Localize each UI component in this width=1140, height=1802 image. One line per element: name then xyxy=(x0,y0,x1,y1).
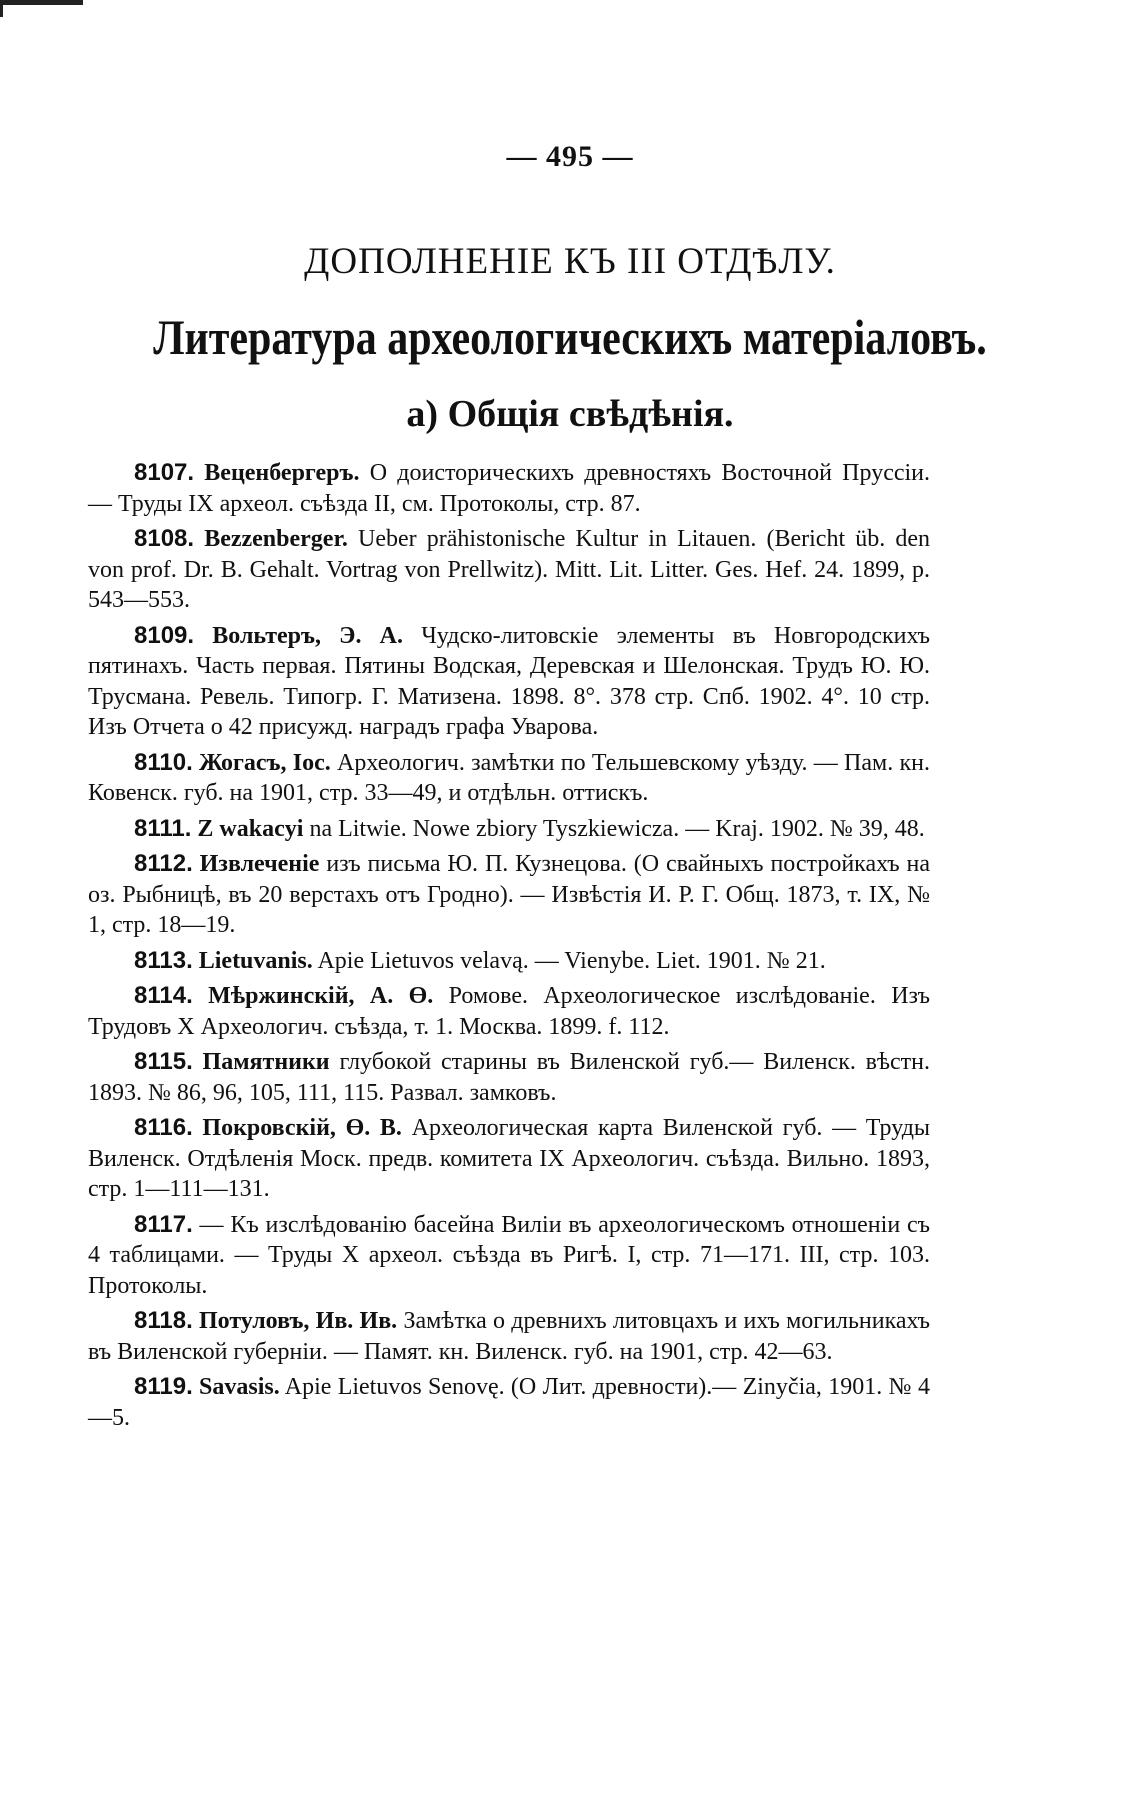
entry-number: 8112. xyxy=(134,850,193,877)
entry-author: Веценбергеръ. xyxy=(204,460,360,486)
bibliography-entry-8116 xyxy=(88,1113,930,1205)
entry-author: Жогасъ, Іос. xyxy=(199,749,331,776)
entry-author: Мѣржинскій, А. Ө. xyxy=(208,983,434,1009)
entry-number: 8109. xyxy=(134,621,195,649)
entry-text: Археологич. замѣтки по Тельшевскому уѣзду. — Пам. кн. Ковенск. губ. на 1901, стр. 33—49, и отдѣльн. оттискъ. xyxy=(88,749,931,806)
page-number: — 495 — xyxy=(506,140,634,173)
entry-text: Замѣтка о древнихъ литовцахъ и ихъ могильникахъ въ Виленской губерніи. — Памят. кн. Виленск. губ. на 1901, стр. 42—63. xyxy=(88,1308,931,1365)
bibliography-entry-8119 xyxy=(88,1372,930,1433)
main-title: Литература археологическихъ матеріаловъ. xyxy=(153,309,987,365)
entry-number: 8117. xyxy=(134,1210,193,1238)
entry-text: Чудско-литовскіе элементы въ Новгородскихъ пятинахъ. Часть первая. Пятины Водская, Деревская и Шелонская. Трудъ Ю. Ю. Трусмана. Ревель. Типогр. Г. Матизена. 1898. 8°. 378 стр. Спб. 1902. 4°. 10 стр. Изъ Отчета о 42 присужд. наградъ графа Уварова. xyxy=(88,622,931,740)
bibliography-entry-8111 xyxy=(88,814,930,845)
entry-text: изъ письма Ю. П. Кузнецова. (О свайныхъ постройкахъ на оз. Рыбницѣ, въ 20 верстахъ отъ Гродно). — Извѣстія И. Р. Г. Общ. 1873, т. IX, № 1, стр. 18—19. xyxy=(88,851,931,938)
entry-text: Археологическая карта Виленской губ. — Труды Виленск. Отдѣленія Моск. предв. комитета IX Археологич. съѣзда. Вильно. 1893, стр. 1—111—131. xyxy=(88,1115,931,1202)
entry-number: 8111. xyxy=(134,814,192,842)
entry-number: 8118. xyxy=(134,1307,193,1334)
entry-author: Извлеченіе xyxy=(199,851,320,877)
bibliography-entry-8109 xyxy=(88,621,930,743)
entry-author: Z wakacyi xyxy=(197,815,304,842)
bibliography-entry-8112 xyxy=(88,849,930,941)
bibliography-entry-8107 xyxy=(88,458,930,519)
entry-author: Bezzenberger. xyxy=(204,526,348,552)
bibliography-entry-8113 xyxy=(88,946,930,977)
entry-number: 8115. xyxy=(134,1048,193,1075)
supplement-title: ДОПОЛНЕНІЕ КЪ III ОТДѢЛУ. xyxy=(304,241,836,282)
entry-text: na Litwie. Nowe zbiory Tyszkiewicza. — Kraj. 1902. № 39, 48. xyxy=(309,815,925,842)
entry-number: 8116. xyxy=(134,1114,193,1141)
entry-text: Ромове. Археологическое изслѣдованіе. Изъ Трудовъ X Археологич. съѣзда, т. 1. Москва. 1899. f. 112. xyxy=(88,983,931,1040)
entry-text: Apie Lietuvos velavą. — Vienybe. Liet. 1901. № 21. xyxy=(317,947,826,974)
bibliography-entry-8114 xyxy=(88,981,930,1042)
entry-text: глубокой старины въ Виленской губ.— Виленск. вѣстн. 1893. № 86, 96, 105, 111, 115. Развал. замковъ. xyxy=(88,1049,931,1106)
entry-number: 8108. xyxy=(134,525,195,552)
entry-number: 8107. xyxy=(134,459,195,486)
scan-corner-mark xyxy=(0,0,83,17)
entry-author: Памятники xyxy=(202,1049,330,1075)
bibliography-entry-8117 xyxy=(88,1210,930,1302)
entry-number: 8113. xyxy=(134,946,193,974)
entry-text: Apie Lietuvos Senovę. (О Лит. древности).— Zinyčia, 1901. № 4—5. xyxy=(88,1374,931,1431)
entry-text: — Къ изслѣдованію басейна Виліи въ археологическомъ отношеніи съ 4 таблицами. — Труды X археол. съѣзда въ Ригѣ. I, стр. 71—171. III, стр. 103. Протоколы. xyxy=(88,1211,931,1299)
entry-author: Savasis. xyxy=(199,1374,280,1400)
subsection-title: а) Общія свѣдѣнія. xyxy=(406,393,734,435)
entry-author: Покровскій, Ө. В. xyxy=(202,1115,402,1141)
entry-number: 8114. xyxy=(134,982,193,1009)
bibliography-list xyxy=(88,458,930,1438)
bibliography-entry-8110 xyxy=(88,748,930,809)
entry-author: Потуловъ, Ив. Ив. xyxy=(198,1308,398,1334)
entry-number: 8119. xyxy=(134,1373,193,1400)
entry-author: Lietuvanis. xyxy=(198,947,313,974)
entry-text: О доисторическихъ древностяхъ Восточной Пруссіи. — Труды IX археол. съѣзда II, см. Протоколы, стр. 87. xyxy=(88,460,931,517)
entry-text: Ueber prähistonische Kultur in Litauen. (Bericht üb. den von prof. Dr. B. Gehalt. Vortrag von Prellwitz). Mitt. Lit. Litter. Ges. Hef. 24. 1899, p. 543—553. xyxy=(88,526,931,613)
bibliography-entry-8115 xyxy=(88,1047,930,1108)
entry-author: Вольтеръ, Э. А. xyxy=(212,622,403,649)
entry-number: 8110. xyxy=(134,748,193,776)
bibliography-entry-8108 xyxy=(88,524,930,616)
bibliography-entry-8118 xyxy=(88,1306,930,1367)
